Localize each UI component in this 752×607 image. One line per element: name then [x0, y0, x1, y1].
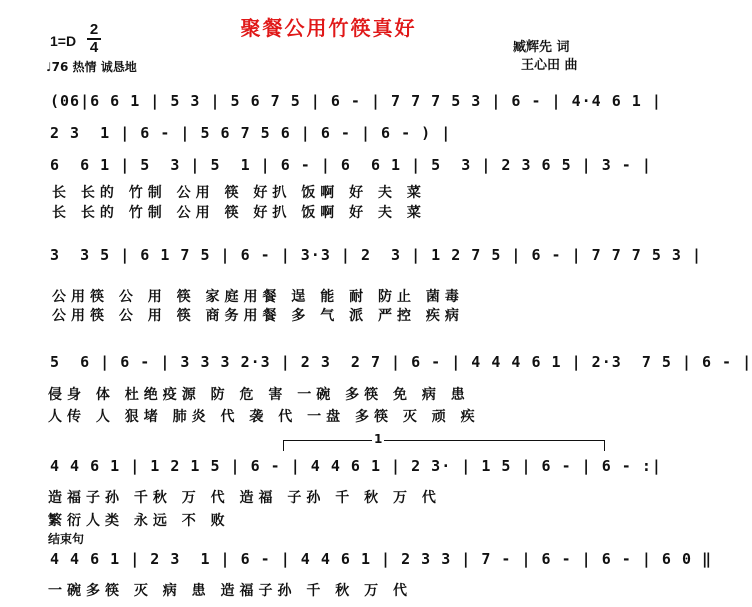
song-title: 聚餐公用竹筷真好: [240, 16, 417, 40]
score-line-4: 3 3 5 | 6 1 7 5 | 6 - | 3·3 | 2 3 | 1 2 7 5 | 6 - | 7 7 7 5 3 |: [50, 246, 702, 264]
lyricist-credit: 臧辉先 词: [513, 40, 570, 55]
lyric-line-4-verse-1: 公用筷 公 用 筷 家庭用餐 逞 能 耐 防止 菌毒: [52, 289, 464, 305]
lyric-line-6-verse-1: 造福子孙 千秋 万 代 造福 子孙 千 秋 万 代: [48, 490, 441, 506]
lyric-line-3-verse-1: 长 长的 竹制 公用 筷 好扒 饭啊 好 夫 菜: [52, 185, 426, 201]
lyric-line-3-verse-2: 长 长的 竹制 公用 筷 好扒 饭啊 好 夫 菜: [52, 205, 426, 221]
lyric-line-5-verse-2: 人传 人 狠堵 肺炎 代 袭 代 一盘 多筷 灭 顽 疾: [48, 409, 480, 425]
time-signature-denominator: 4: [89, 39, 99, 56]
lyric-line-4-verse-2: 公用筷 公 用 筷 商务用餐 多 气 派 严控 疾病: [52, 308, 464, 324]
tempo-marking: ♩76 热情 诚恳地: [46, 60, 137, 74]
score-line-1: (06|6 6 1 | 5 3 | 5 6 7 5 | 6 - | 7 7 7 5 3 | 6 - | 4·4 6 1 |: [50, 92, 662, 110]
key-signature: 1=D: [50, 33, 77, 49]
first-ending-bracket: [283, 440, 605, 451]
time-signature-numerator: 2: [89, 21, 99, 38]
composer-credit: 王心田 曲: [521, 58, 578, 73]
lyric-line-7: 一碗多筷 灭 病 患 造福子孙 千 秋 万 代: [48, 583, 412, 599]
score-line-7: 4 4 6 1 | 2 3 1 | 6 - | 4 4 6 1 | 2 3 3 | 7 - | 6 - | 6 - | 6 0 ‖: [50, 550, 713, 568]
score-line-5: 5 6 | 6 - | 3 3 3 2·3 | 2 3 2 7 | 6 - | 4 4 4 6 1 | 2·3 7 5 | 6 - |: [50, 353, 752, 371]
ending-label: 结束句: [48, 532, 85, 546]
score-line-6: 4 4 6 1 | 1 2 1 5 | 6 - | 4 4 6 1 | 2 3· | 1 5 | 6 - | 6 - :|: [50, 457, 662, 475]
score-line-2: 2 3 1 | 6 - | 5 6 7 5 6 | 6 - | 6 - ) |: [50, 124, 452, 142]
time-signature: [86, 22, 102, 56]
score-line-3: 6 6 1 | 5 3 | 5 1 | 6 - | 6 6 1 | 5 3 | 2 3 6 5 | 3 - |: [50, 156, 652, 174]
lyric-line-5-verse-1: 侵身 体 杜绝疫源 防 危 害 一碗 多筷 免 病 患: [48, 387, 470, 403]
lyric-line-6-verse-2: 繁衍人类 永远 不 败: [48, 513, 230, 529]
first-ending-number: 1: [374, 432, 383, 446]
